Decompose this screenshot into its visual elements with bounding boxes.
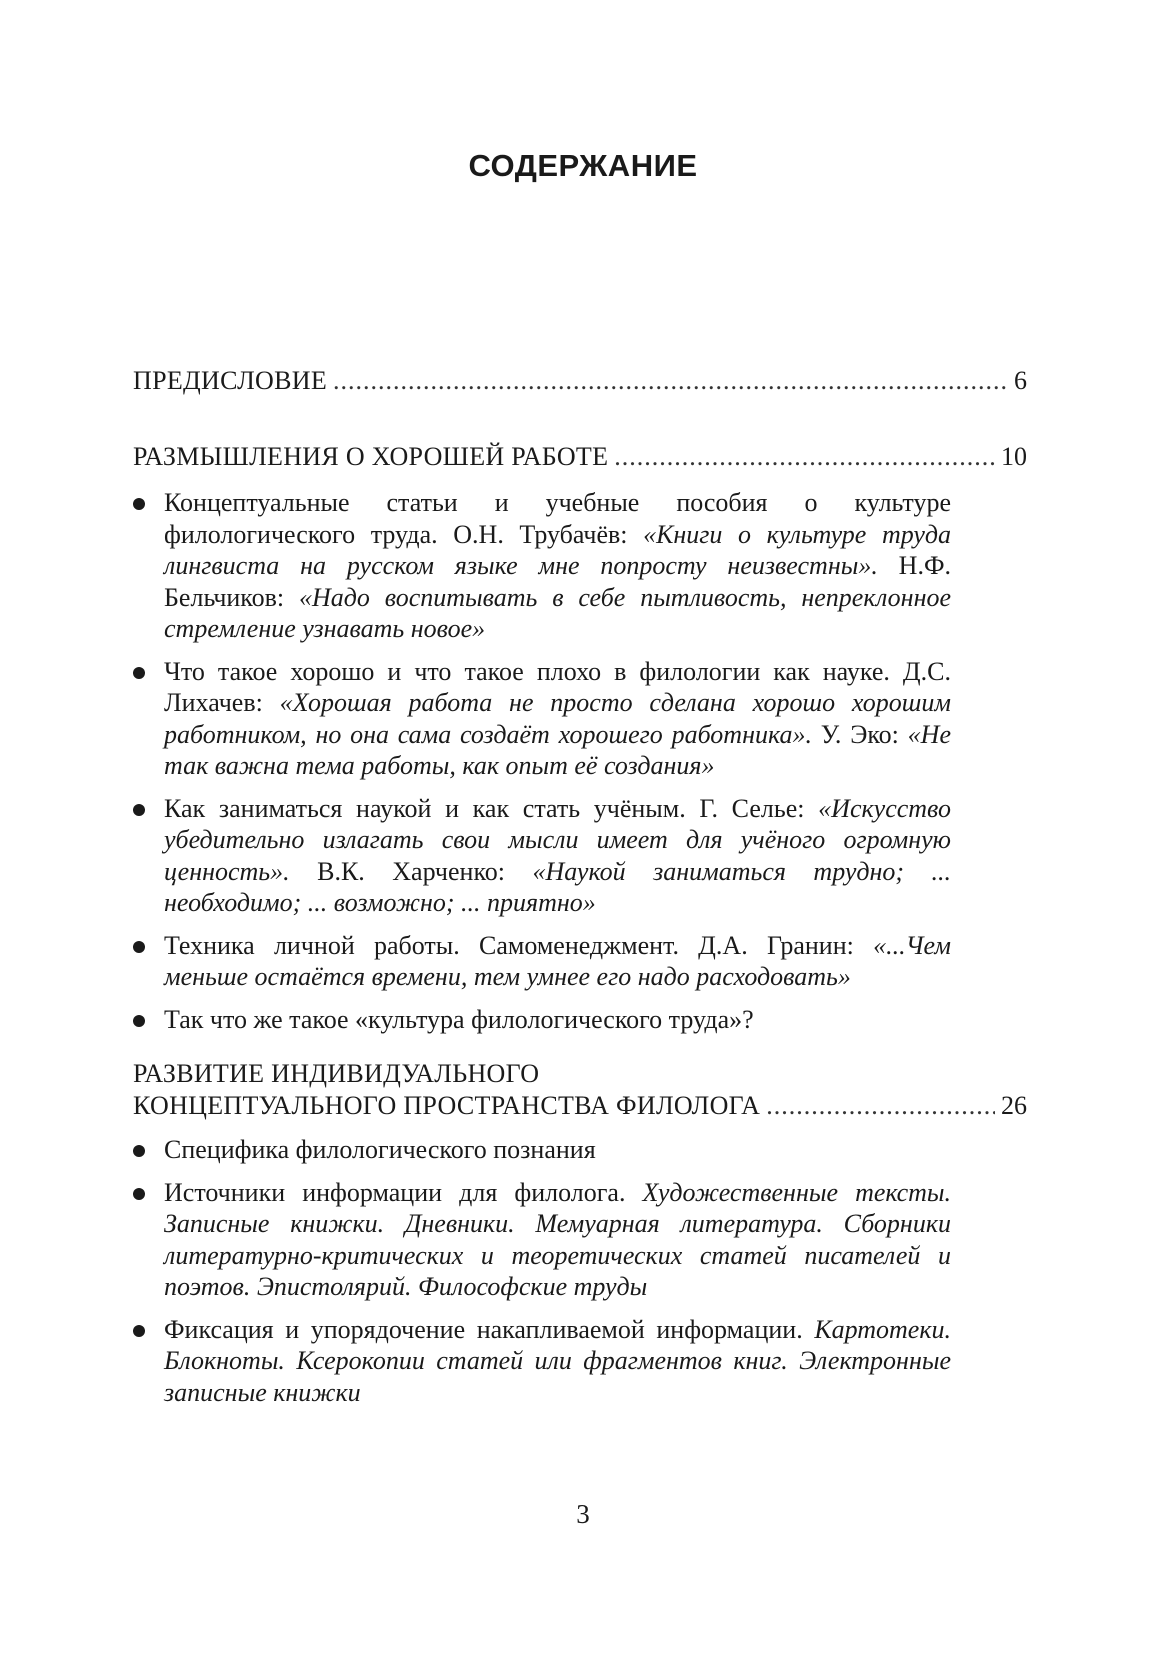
bullet-icon [133, 498, 145, 510]
toc-entry-title-line1: РАЗВИТИЕ ИНДИВИДУАЛЬНОГО [133, 1059, 540, 1088]
item-text: Техника личной работы. Самоменеджмент. Д.А. Гранин: [164, 930, 874, 960]
toc-page-number: 26 [1001, 1091, 1027, 1120]
item-text: Специфика филологического познания [164, 1135, 596, 1164]
item-quote-text: «...Чем меньше остаётся времени, тем умнее его надо расходовать» [164, 930, 951, 991]
bullet-icon [133, 667, 145, 679]
toc-page-number: 10 [1001, 442, 1027, 471]
list-item [133, 1177, 951, 1303]
bullet-icon [133, 1325, 145, 1337]
item-text: Фиксация и упорядочение накапливаемой информации. [164, 1314, 815, 1344]
item-quote-text: Художественные тексты. Записные книжки. Дневники. Мемуарная литература. Сборники литературно-критических и теоретических статей писателей и поэтов. Эпистолярий. Философские труды [164, 1177, 952, 1301]
bullet-icon [133, 1145, 145, 1157]
toc-entry-title: ПРЕДИСЛОВИЕ [133, 366, 328, 395]
item-quote-text: «Наукой заниматься трудно; ... необходимо; ... возможно; ... приятно» [164, 856, 951, 917]
list-item [133, 793, 951, 919]
leader-dots [614, 441, 995, 473]
bullet-icon [133, 941, 145, 953]
bullet-icon [133, 1188, 145, 1200]
list-item [133, 487, 951, 645]
item-quote-text: «Искусство убедительно излагать свои мысли имеет для учёного огромную ценность». [164, 793, 951, 886]
item-text: Так что же такое «культура филологического труда»? [164, 1004, 754, 1034]
item-text: У. Эко: [812, 719, 908, 749]
toc-entry-title-line2: КОНЦЕПТУАЛЬНОГО ПРОСТРАНСТВА ФИЛОЛОГА [133, 1091, 761, 1120]
leader-dots [333, 365, 1008, 397]
item-text: Н.Ф. Бельчиков: [164, 551, 951, 612]
toc-entry-reflections[interactable] [133, 441, 1027, 473]
toc-entry-preface[interactable] [133, 365, 1027, 397]
bullet-icon [133, 1015, 145, 1027]
section-items-development [133, 1134, 951, 1419]
page-title: СОДЕРЖАНИЕ [468, 148, 698, 183]
item-text: Что такое хорошо и что такое плохо в филологии как науке. Д.С. Лихачев: [164, 656, 951, 717]
item-text: Концептуальные статьи и учебные пособия о культуре филологического труда. О.Н. Трубачёв: [164, 488, 951, 549]
toc-page-number: 6 [1014, 366, 1027, 395]
section-items-reflections [133, 487, 951, 1046]
item-text: Как заниматься наукой и как стать учёным. Г. Селье: [164, 793, 819, 823]
page-number: 3 [576, 1499, 590, 1529]
list-item [133, 1004, 951, 1036]
list-item [133, 1314, 951, 1409]
bullet-icon [133, 804, 145, 816]
toc-entry-development[interactable] [133, 1058, 1027, 1122]
list-item [133, 1134, 951, 1166]
item-text: Источники информации для филолога. [164, 1177, 643, 1207]
toc-entry-title: РАЗМЫШЛЕНИЯ О ХОРОШЕЙ РАБОТЕ [133, 442, 609, 471]
item-text: В.К. Харченко: [289, 856, 533, 886]
item-quote-text: «Надо воспитывать в себе пытливость, непреклонное стремление узнавать новое» [164, 582, 952, 643]
leader-dots [766, 1090, 995, 1122]
item-quote-text: Картотеки. Блокноты. Ксерокопии статей или фрагментов книг. Электронные записные книжки [164, 1314, 951, 1407]
list-item [133, 930, 951, 993]
item-quote-text: «Не так важна тема работы, как опыт её создания» [164, 719, 951, 780]
item-quote-text: «Книги о культуре труда лингвиста на русском языке мне попросту неизвестны». [164, 519, 951, 580]
list-item [133, 656, 951, 782]
item-quote-text: «Хорошая работа не просто сделана хорошо хорошим работником, но она сама создаёт хорошего работника». [164, 688, 951, 749]
